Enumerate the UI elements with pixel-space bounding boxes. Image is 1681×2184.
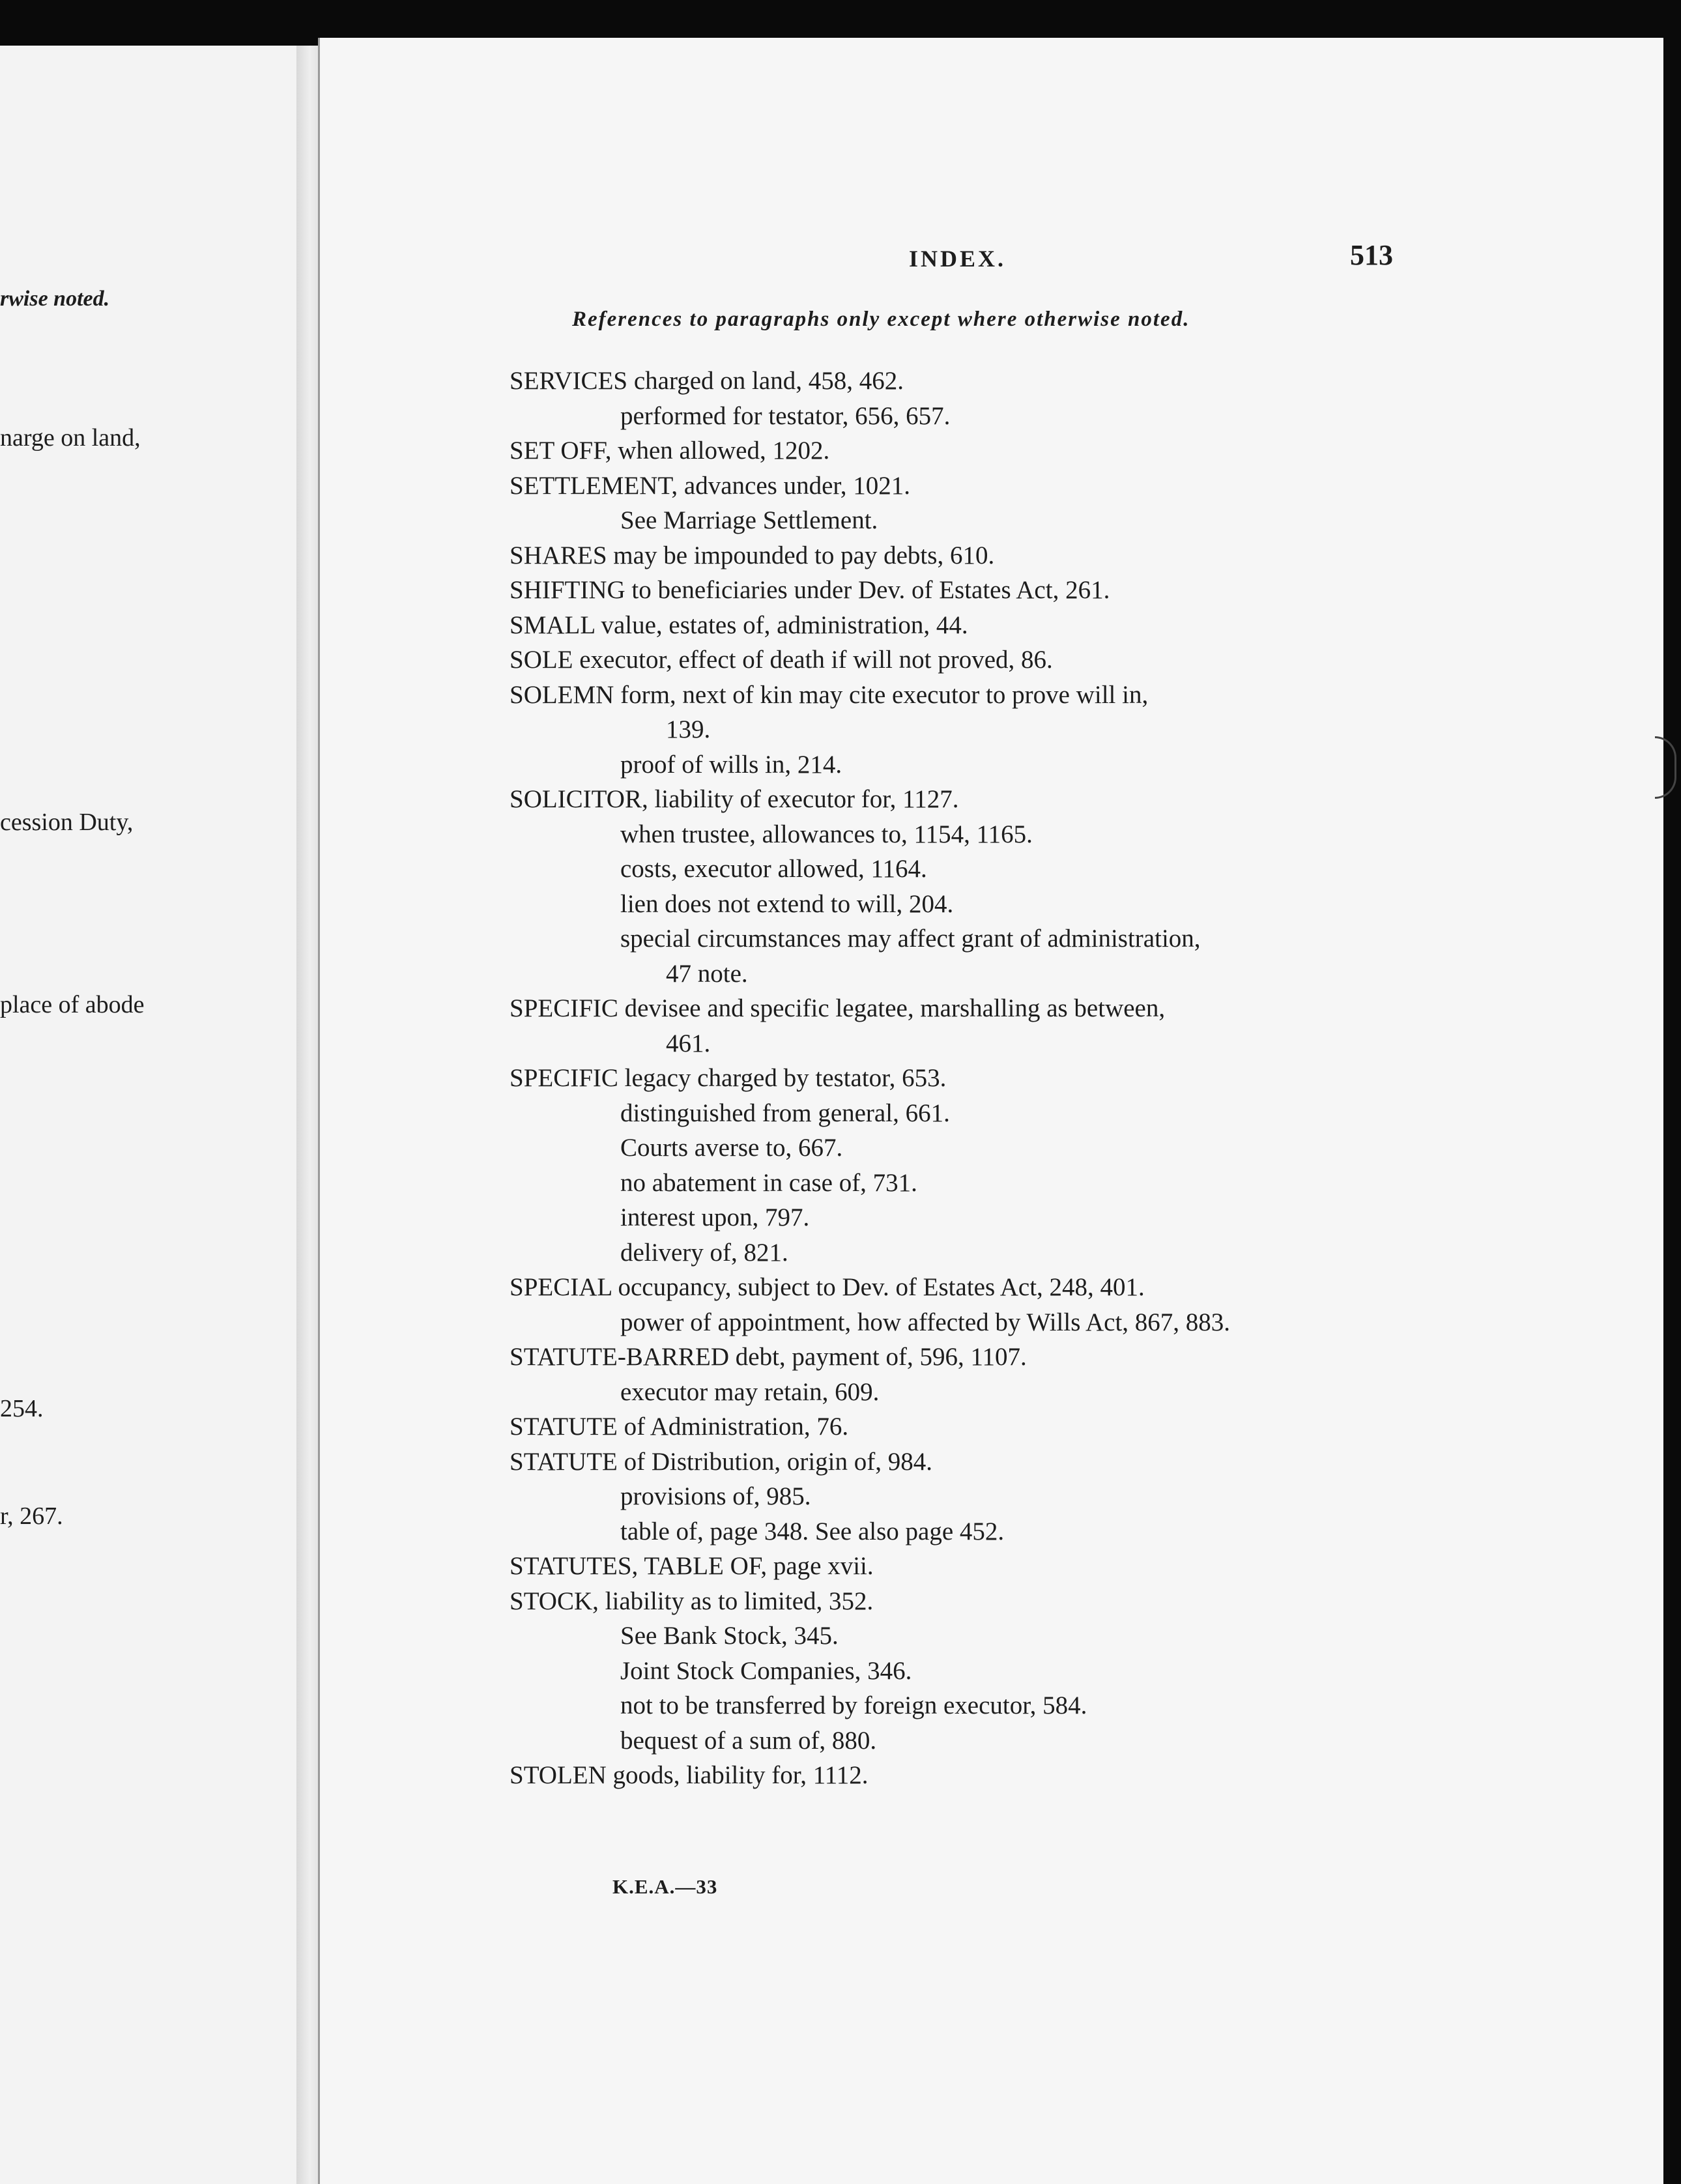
signature-mark: K.E.A.—33 bbox=[612, 1875, 718, 1898]
index-entry-line: SMALL value, estates of, administration, 44. bbox=[510, 611, 968, 639]
index-entry-line: STOLEN goods, liability for, 1112. bbox=[510, 1761, 869, 1789]
index-entry-line: executor may retain, 609. bbox=[620, 1377, 880, 1406]
page-edge bbox=[1663, 38, 1681, 2184]
index-entry-line: SHARES may be impounded to pay debts, 610. bbox=[510, 541, 995, 569]
index-entry-line: bequest of a sum of, 880. bbox=[620, 1726, 877, 1755]
index-entry-line: power of appointment, how affected by Wills Act, 867, 883. bbox=[620, 1308, 1231, 1336]
index-entry-line: STATUTE of Administration, 76. bbox=[510, 1413, 849, 1441]
index-entry-line: 461. bbox=[666, 1029, 711, 1057]
index-entry-line: STATUTE of Distribution, origin of, 984. bbox=[510, 1447, 933, 1476]
index-entry-line: Courts averse to, 667. bbox=[620, 1134, 843, 1162]
left-fragment: rwise noted. bbox=[0, 287, 110, 311]
index-entry-line: SPECIFIC legacy charged by testator, 653. bbox=[510, 1064, 947, 1092]
index-entry-line: not to be transferred by foreign executor, 584. bbox=[620, 1691, 1087, 1719]
page-number: 513 bbox=[1350, 239, 1393, 271]
index-entry-line: See Marriage Settlement. bbox=[620, 506, 878, 534]
left-fragment: r, 267. bbox=[0, 1502, 63, 1530]
index-entry-line: SPECIAL occupancy, subject to Dev. of Estates Act, 248, 401. bbox=[510, 1273, 1145, 1301]
index-entry-line: Joint Stock Companies, 346. bbox=[620, 1656, 912, 1685]
index-entry-line: STOCK, liability as to limited, 352. bbox=[510, 1587, 874, 1615]
index-entry-line: special circumstances may affect grant of administration, bbox=[620, 925, 1201, 953]
index-entry-line: SETTLEMENT, advances under, 1021. bbox=[510, 471, 911, 500]
left-fragment: place of abode bbox=[0, 991, 145, 1018]
index-entry-line: SET OFF, when allowed, 1202. bbox=[510, 437, 830, 465]
index-entry-line: 139. bbox=[666, 715, 711, 743]
index-entry-line: 47 note. bbox=[666, 959, 748, 988]
index-entry-line: STATUTE-BARRED debt, payment of, 596, 1107. bbox=[510, 1343, 1027, 1371]
index-entry-line: table of, page 348. See also page 452. bbox=[620, 1517, 1005, 1545]
index-entry-line: proof of wills in, 214. bbox=[620, 750, 842, 779]
index-entry-line: costs, executor allowed, 1164. bbox=[620, 855, 927, 883]
index-entry-line: delivery of, 821. bbox=[620, 1238, 788, 1267]
index-entry-line: no abatement in case of, 731. bbox=[620, 1168, 917, 1197]
index-entry-line: See Bank Stock, 345. bbox=[620, 1622, 839, 1650]
index-entry-line: SOLEMN form, next of kin may cite executor to prove will in, bbox=[510, 680, 1149, 709]
index-entry-line: interest upon, 797. bbox=[620, 1203, 810, 1231]
index-entry-line: SOLICITOR, liability of executor for, 1127. bbox=[510, 785, 959, 813]
index-entry-line: SOLE executor, effect of death if will not proved, 86. bbox=[510, 646, 1053, 674]
index-entry-line: performed for testator, 656, 657. bbox=[620, 401, 951, 430]
index-entry-line: SPECIFIC devisee and specific legatee, marshalling as between, bbox=[510, 994, 1166, 1022]
index-entry-line: distinguished from general, 661. bbox=[620, 1099, 950, 1127]
index-entry-line: when trustee, allowances to, 1154, 1165. bbox=[620, 820, 1033, 848]
index-entry-line: STATUTES, TABLE OF, page xvii. bbox=[510, 1552, 874, 1580]
left-page bbox=[0, 46, 306, 2184]
index-entry-line: SHIFTING to beneficiaries under Dev. of Estates Act, 261. bbox=[510, 576, 1110, 604]
left-fragment: narge on land, bbox=[0, 424, 141, 452]
left-fragment: 254. bbox=[0, 1395, 44, 1422]
left-fragment: cession Duty, bbox=[0, 809, 134, 836]
index-entry-line: SERVICES charged on land, 458, 462. bbox=[510, 367, 904, 395]
index-entries bbox=[510, 364, 1422, 1793]
index-entry-line: provisions of, 985. bbox=[620, 1482, 811, 1510]
index-subheader: References to paragraphs only except where otherwise noted. bbox=[572, 308, 1190, 331]
index-entry-line: lien does not extend to will, 204. bbox=[620, 889, 954, 918]
page-title: INDEX. bbox=[909, 246, 1007, 272]
